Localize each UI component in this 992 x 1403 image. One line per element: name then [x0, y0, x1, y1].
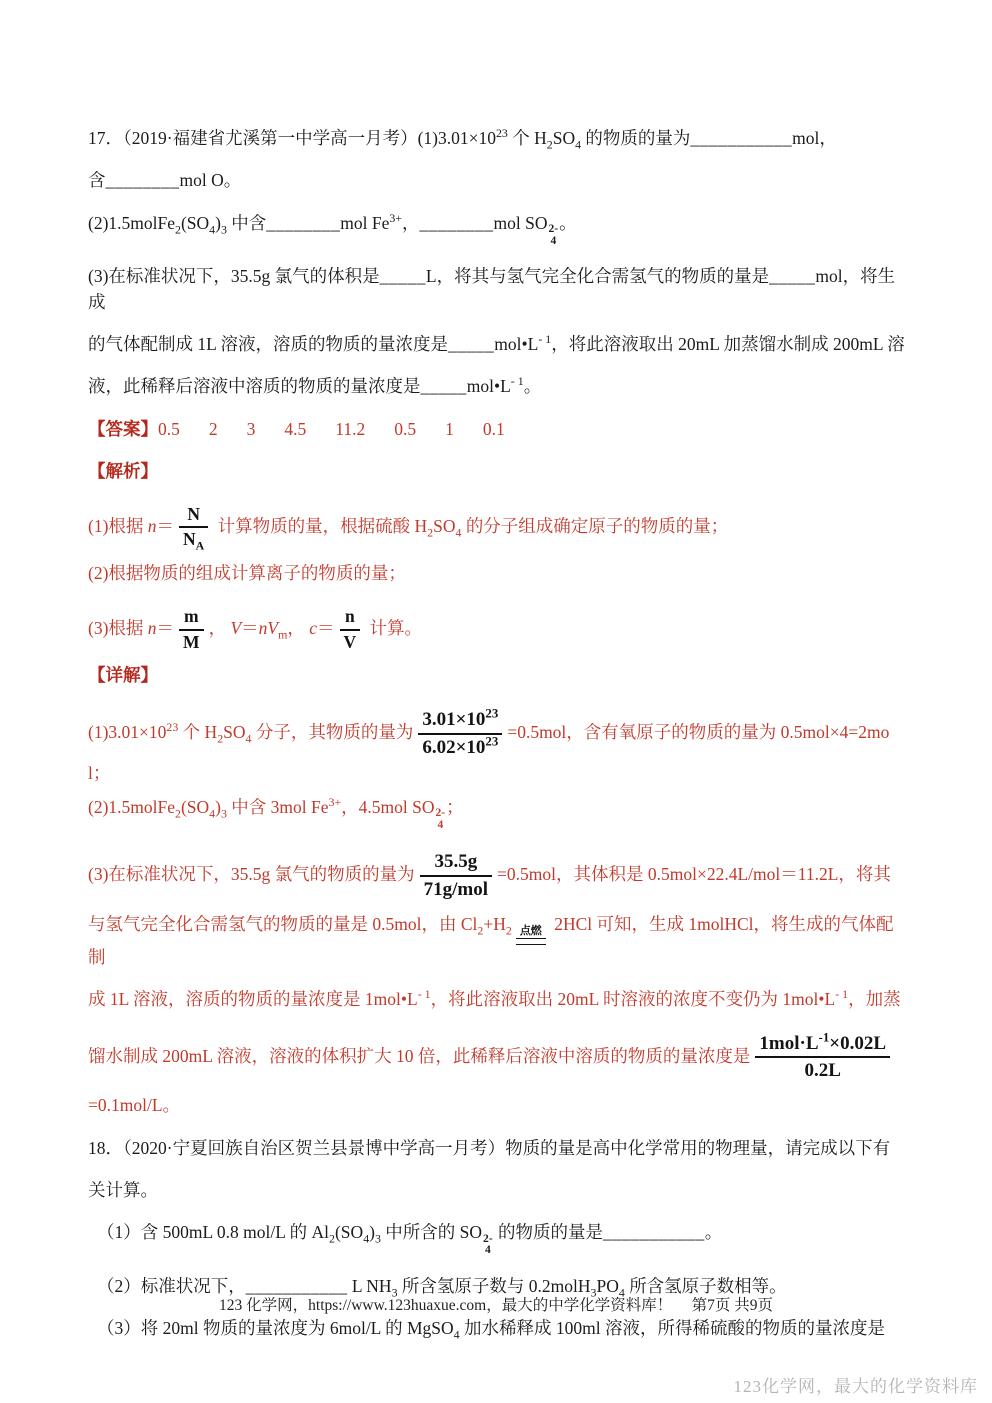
- text-run: ，: [287, 617, 310, 638]
- text-run: (3)根据: [88, 617, 148, 638]
- text-run: SO: [433, 515, 456, 536]
- text-run: 2: [427, 524, 434, 539]
- blank-line: ___________: [690, 128, 793, 148]
- fraction: [420, 850, 492, 902]
- blank-line: ___________: [245, 1275, 348, 1296]
- text-run: PO: [596, 1275, 619, 1296]
- q17-part3-line1: [88, 264, 906, 315]
- q17-part2: [88, 211, 906, 248]
- text-run: 。: [704, 1222, 723, 1243]
- fraction: [179, 606, 204, 654]
- blank-line: _____: [420, 376, 467, 397]
- text-run: 【解析】: [88, 461, 158, 482]
- text-run: 17．（2019·福建省尤溪第一中学高一月考）(1)3.01×10: [88, 128, 496, 148]
- text-run: ): [215, 212, 221, 233]
- text-run: - 1: [417, 987, 431, 1002]
- footer-text: 123 化学网，https://www.123huaxue.com，最大的中学化学资料库！ 第7页 共9页: [219, 1297, 773, 1314]
- text-run: 中含 3mol Fe: [226, 796, 329, 817]
- text-run: V: [343, 631, 357, 652]
- text-run: 1mol·L: [759, 1032, 819, 1054]
- answer-line: [88, 417, 906, 442]
- text-run: ，4.5mol SO: [341, 796, 435, 817]
- text-run: 0.2L: [804, 1060, 841, 1082]
- blank-line: ________: [266, 212, 341, 233]
- text-run: n: [258, 617, 268, 638]
- text-run: 3: [220, 222, 227, 237]
- detail-3-line1: [88, 848, 906, 904]
- ion-charge-stack: 2- 4: [483, 1232, 493, 1257]
- text-run: 4: [618, 1285, 625, 1300]
- text-run: A: [195, 538, 205, 553]
- text-run: 3: [246, 418, 256, 439]
- text-run: N: [183, 529, 196, 550]
- text-run: 个 H: [178, 721, 218, 742]
- text-run: 3: [374, 1231, 381, 1246]
- text-run: 3.01×10: [422, 708, 486, 730]
- text-run: ，将此溶液取出 20mL 加蒸馏水制成 200mL 溶: [551, 334, 905, 355]
- text-run: (3)在标准状况下，35.5g 氯气的物质的量为: [88, 863, 415, 884]
- text-run: 0.5: [158, 418, 180, 439]
- text-run: V: [230, 617, 242, 638]
- text-run: 中含: [226, 212, 267, 233]
- text-run: 1: [445, 418, 454, 439]
- text-run: 【详解】: [88, 665, 158, 686]
- text-run: 计算物质的量，根据硫酸 H: [213, 515, 428, 536]
- text-run: 23: [495, 126, 508, 141]
- text-run: V: [267, 617, 279, 638]
- text-run: 35.5g: [434, 851, 478, 873]
- text-run: 的物质的量是: [493, 1222, 604, 1243]
- text-run: 4: [209, 806, 216, 821]
- text-run: (1)根据: [88, 515, 148, 536]
- text-run: （2）标准状况下，: [97, 1275, 246, 1296]
- text-run: 0.5: [394, 418, 417, 439]
- text-run: (2)1.5molFe: [88, 796, 176, 817]
- text-run: 71g/mol: [423, 878, 489, 900]
- text-run: ，: [208, 617, 231, 638]
- q17-intro-line1: [88, 126, 906, 151]
- q18-intro-line1: [88, 1136, 906, 1161]
- text-run: - 1: [835, 987, 849, 1002]
- text-run: （1）含 500mL 0.8 mol/L 的 Al: [97, 1222, 330, 1243]
- text-run: SO: [552, 128, 576, 148]
- text-run: 的分子组成确定原子的物质的量；: [461, 515, 729, 536]
- text-run: ): [215, 796, 221, 817]
- text-run: N: [187, 503, 200, 524]
- text-run: (3)在标准状况下，35.5g 氯气的体积是: [88, 266, 380, 287]
- text-run: 成 1L 溶液，溶质的物质的量浓度是 1mol•L: [88, 989, 418, 1010]
- text-run: L NH: [347, 1275, 392, 1296]
- page-footer: [0, 1293, 992, 1315]
- text-run: 液，此稀释后溶液中溶质的物质的量浓度是: [88, 376, 421, 397]
- blank-line: ________: [419, 212, 494, 233]
- double-bond-line: [516, 938, 546, 945]
- text-run: 3: [391, 1285, 398, 1300]
- text-run: (2)根据物质的组成计算离子的物质的量；: [88, 563, 406, 584]
- text-run: 3+: [328, 794, 342, 809]
- fraction: [418, 705, 502, 760]
- text-run: 的物质的量为: [581, 128, 691, 148]
- analysis-label: [88, 459, 906, 484]
- text-run: 【答案】: [88, 418, 158, 439]
- text-run: mol•L: [494, 334, 539, 355]
- text-run: 2: [546, 137, 553, 152]
- detail-3-line5: [88, 1093, 906, 1118]
- text-run: 。: [523, 376, 542, 397]
- text-run: (SO: [180, 212, 210, 233]
- text-run: M: [183, 631, 200, 652]
- detail-3-line4: [88, 1030, 906, 1086]
- text-run: (2)1.5molFe: [88, 212, 176, 233]
- text-run: 2: [477, 923, 484, 938]
- blank-line: ________: [105, 170, 180, 191]
- text-run: 4: [209, 222, 216, 237]
- text-run: 11.2: [335, 418, 366, 439]
- analysis-3: [88, 604, 906, 656]
- watermark: 123化学网，最大的化学资料库: [733, 1377, 978, 1396]
- text-run: (SO: [334, 1222, 364, 1243]
- text-run: n: [147, 617, 157, 638]
- blank-line: _____: [379, 266, 426, 287]
- text-run: 2: [505, 923, 512, 938]
- text-run: ): [369, 1222, 375, 1243]
- text-run: ＝: [156, 515, 175, 536]
- document-body: [88, 126, 906, 1342]
- text-run: 4: [453, 1327, 460, 1342]
- text-run: SO: [223, 721, 246, 742]
- text-run: 3: [220, 806, 227, 821]
- text-run: ，: [402, 212, 420, 233]
- q18-intro-line2: [88, 1178, 906, 1203]
- text-run: mol•L: [466, 376, 511, 397]
- q17-intro-line2: [88, 168, 906, 193]
- text-run: =0.5mol，其体积是 0.5mol×22.4L/mol＝11.2L，将其: [497, 863, 891, 884]
- analysis-1: [88, 502, 906, 554]
- text-run: n: [147, 515, 157, 536]
- text-run: 中所含的 SO: [380, 1222, 483, 1243]
- text-run: 6.02×10: [422, 736, 486, 758]
- text-run: ，将此溶液取出 20mL 时溶液的浓度不变仍为 1mol•L: [430, 989, 836, 1010]
- detail-3-line2: [88, 912, 906, 971]
- ion-charge-stack: 2- 4: [435, 807, 446, 831]
- text-run: 所含氢原子数相等。: [624, 1275, 787, 1296]
- text-run: 加水稀释成 100ml 溶液，所得稀硫酸的物质的量浓度是: [459, 1318, 885, 1339]
- text-run: m: [184, 605, 199, 626]
- q18-part3: [88, 1316, 906, 1341]
- q17-part3-line2: [88, 332, 906, 357]
- text-run: 计算。: [365, 617, 423, 638]
- fraction: [755, 1029, 890, 1084]
- text-run: ＝: [317, 617, 335, 638]
- text-run: 个 H: [507, 128, 547, 148]
- text-run: c: [309, 617, 317, 638]
- text-run: =0.5mol，含有氧原子的物质的量为 0.5mol×4=2mol；: [88, 721, 890, 784]
- text-run: 分子，其物质的量为: [251, 721, 414, 742]
- text-run: =0.1mol/L。: [88, 1095, 181, 1116]
- text-run: ，加蒸: [848, 989, 901, 1010]
- text-run: 2: [217, 731, 224, 746]
- reaction-condition: 点燃: [516, 925, 546, 945]
- text-run: 与氢气完全化合需氢气的物质的量是 0.5mol，由 Cl: [88, 913, 478, 934]
- fraction: [179, 504, 208, 552]
- text-run: +H: [483, 913, 506, 934]
- text-run: (1)3.01×10: [88, 721, 167, 742]
- detail-label: [88, 663, 906, 688]
- detail-3-line3: [88, 987, 906, 1012]
- text-run: 2: [208, 418, 218, 439]
- fraction: [340, 606, 361, 654]
- text-run: 2: [329, 1231, 335, 1246]
- text-run: 4.5: [284, 418, 307, 439]
- text-run: ×0.02L: [829, 1032, 887, 1054]
- text-run: - 1: [538, 332, 552, 347]
- text-run: -1: [818, 1029, 830, 1045]
- text-run: 关计算。: [88, 1179, 158, 1200]
- text-run: 2: [175, 222, 181, 237]
- text-run: （3）将 20ml 物质的量浓度为 6mol/L 的 MgSO: [97, 1318, 454, 1339]
- text-run: ；: [446, 796, 464, 817]
- blank-line: _____: [448, 334, 495, 355]
- text-run: 23: [485, 705, 499, 721]
- text-run: 4: [575, 137, 582, 152]
- text-run: 3+: [389, 210, 403, 225]
- text-run: 4: [245, 731, 252, 746]
- text-run: 2HCl 可知，生成 1molHCl，将生成的气体配制: [88, 913, 894, 967]
- q18-part1: [88, 1220, 906, 1257]
- text-run: m: [278, 627, 288, 642]
- text-run: 23: [485, 733, 499, 749]
- text-run: 23: [166, 719, 179, 734]
- text-run: mol SO: [493, 212, 548, 233]
- text-run: mol O。: [179, 170, 242, 191]
- blank-line: ___________: [603, 1222, 705, 1243]
- text-run: (SO: [180, 796, 210, 817]
- detail-2: [88, 795, 906, 832]
- ion-charge-stack: 2- 4: [548, 223, 559, 247]
- text-run: 馏水制成 200mL 溶液，溶液的体积扩大 10 倍，此稀释后溶液中溶质的物质的量浓度是: [88, 1045, 751, 1066]
- text-run: n: [344, 605, 355, 626]
- text-run: 所含氢原子数与 0.2molH: [397, 1275, 591, 1296]
- detail-1: [88, 706, 906, 787]
- analysis-2: [88, 561, 906, 586]
- text-run: - 1: [510, 374, 524, 389]
- text-run: 3: [590, 1285, 597, 1300]
- text-run: ＝: [241, 617, 259, 638]
- text-run: 4: [455, 524, 462, 539]
- q17-part3-line3: [88, 374, 906, 399]
- text-run: ＝: [156, 617, 175, 638]
- text-run: mol，将生成: [88, 266, 896, 312]
- text-run: 2: [175, 806, 181, 821]
- text-run: 18．（2020·宁夏回族自治区贺兰县景博中学高一月考）物质的量是高中化学常用的物理量，请完成以下有: [88, 1137, 891, 1158]
- text-run: mol Fe: [340, 212, 390, 233]
- text-run: L，将其与氢气完全化合需氢气的物质的量是: [425, 266, 770, 287]
- blank-line: _____: [769, 266, 816, 287]
- text-run: 4: [363, 1231, 370, 1246]
- text-run: 。: [559, 212, 577, 233]
- text-run: mol，: [792, 128, 837, 148]
- text-run: 0.1: [482, 418, 505, 439]
- text-run: 含: [88, 170, 106, 191]
- text-run: 的气体配制成 1L 溶液，溶质的物质的量浓度是: [88, 334, 449, 355]
